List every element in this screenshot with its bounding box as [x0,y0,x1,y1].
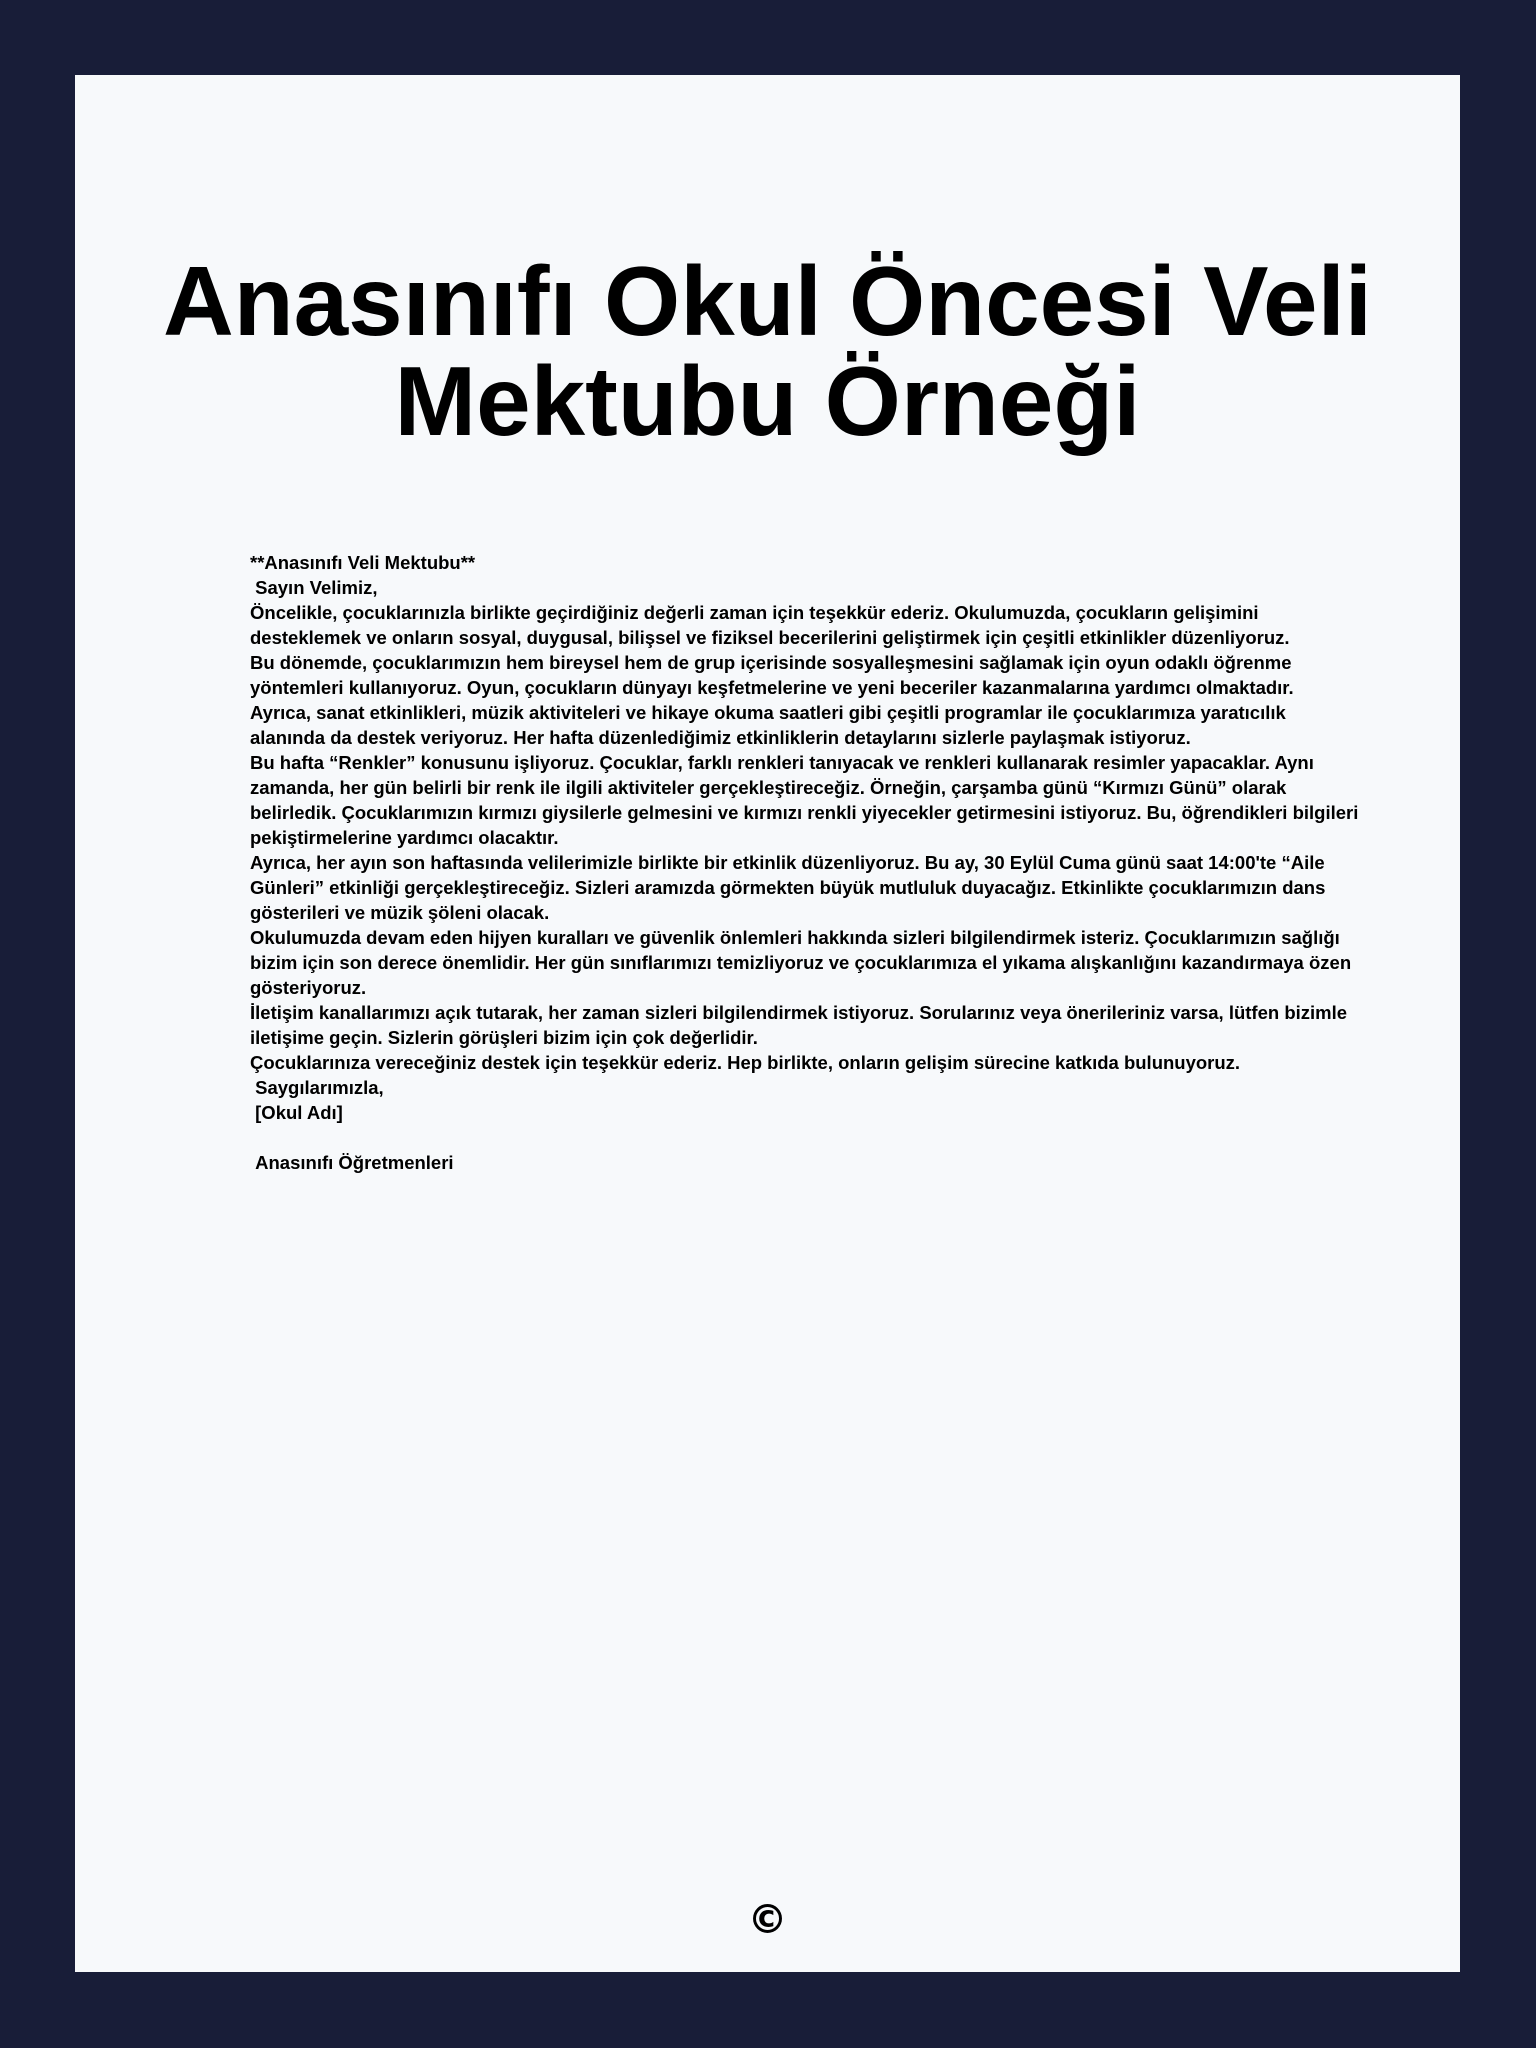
letter-body [250,550,1364,1175]
letter-closing: Saygılarımızla, [250,1077,384,1098]
letter-paragraph: Öncelikle, çocuklarınızla birlikte geçirdiğiniz değerli zaman için teşekkür ederiz. Okulumuzda, çocukların gelişimini desteklemek ve onların sosyal, duygusal, bilişsel ve fiziksel becerilerini geliştirmek için çeşitli etkinlikler düzenliyoruz. [250,602,1290,648]
letter-paragraph: Bu dönemde, çocuklarımızın hem bireysel hem de grup içerisinde sosyalleşmesini sağlamak için oyun odaklı öğrenme yöntemleri kullanıyoruz. Oyun, çocukların dünyayı keşfetmelerine ve yeni beceriler kazanmalarına yardımcı olmaktadır. [250,652,1297,698]
letter-paragraph: Çocuklarınıza vereceğiniz destek için teşekkür ederiz. Hep birlikte, onların gelişim sürecine katkıda bulunuyoruz. [250,1052,1241,1073]
letter-paragraph: Okulumuzda devam eden hijyen kuralları ve güvenlik önlemleri hakkında sizleri bilgilendirmek isteriz. Çocuklarımızın sağlığı bizim için son derece önemlidir. Her gün sınıflarımızı temizliyoruz ve çocuklarımıza el yıkama alışkanlığını kazandırmaya özen gösteriyoruz. [250,927,1357,998]
copyright-icon: © [747,1897,788,1943]
letter-school-name: [Okul Adı] [250,1102,343,1123]
document-title: Anasınıfı Okul Öncesi Veli Mektubu Örneği [162,246,1373,456]
letter-paragraph: Ayrıca, sanat etkinlikleri, müzik aktiviteleri ve hikaye okuma saatleri gibi çeşitli programlar ile çocuklarımıza yaratıcılık alanında da destek veriyoruz. Her hafta düzenlediğimiz etkinliklerin detaylarını sizlerle paylaşmak istiyoruz. [250,702,1291,748]
letter-greeting: Sayın Velimiz, [250,577,378,598]
letter-paragraph: İletişim kanallarımızı açık tutarak, her zaman sizleri bilgilendirmek istiyoruz. Sorularınız veya önerileriniz varsa, lütfen bizimle iletişime geçin. Sizlerin görüşleri bizim için çok değerlidir. [250,1002,1353,1048]
letter-heading: **Anasınıfı Veli Mektubu** [250,552,476,573]
document-page [75,75,1460,1972]
letter-paragraph: Ayrıca, her ayın son haftasında velilerimizle birlikte bir etkinlik düzenliyoruz. Bu ay, 30 Eylül Cuma günü saat 14:00'te “Aile Günleri” etkinliği gerçekleştireceğiz. Sizleri aramızda görmekten büyük mutluluk duyacağız. Etkinlikte çocuklarımızın dans gösterileri ve müzik şöleni olacak. [250,852,1331,923]
letter-paragraph: Bu hafta “Renkler” konusunu işliyoruz. Çocuklar, farklı renkleri tanıyacak ve renkleri kullanarak resimler yapacaklar. Aynı zamanda, her gün belirli bir renk ile ilgili aktiviteler gerçekleştireceğiz. Örneğin, çarşamba günü “Kırmızı Günü” olarak belirledik. Çocuklarımızın kırmızı giysilerle gelmesini ve kırmızı renkli yiyecekler getirmesini istiyoruz. Bu, öğrendikleri bilgileri pekiştirmelerine yardımcı olacaktır. [250,752,1364,848]
letter-signature: Anasınıfı Öğretmenleri [250,1152,454,1173]
signature-spacer [250,1125,1360,1150]
